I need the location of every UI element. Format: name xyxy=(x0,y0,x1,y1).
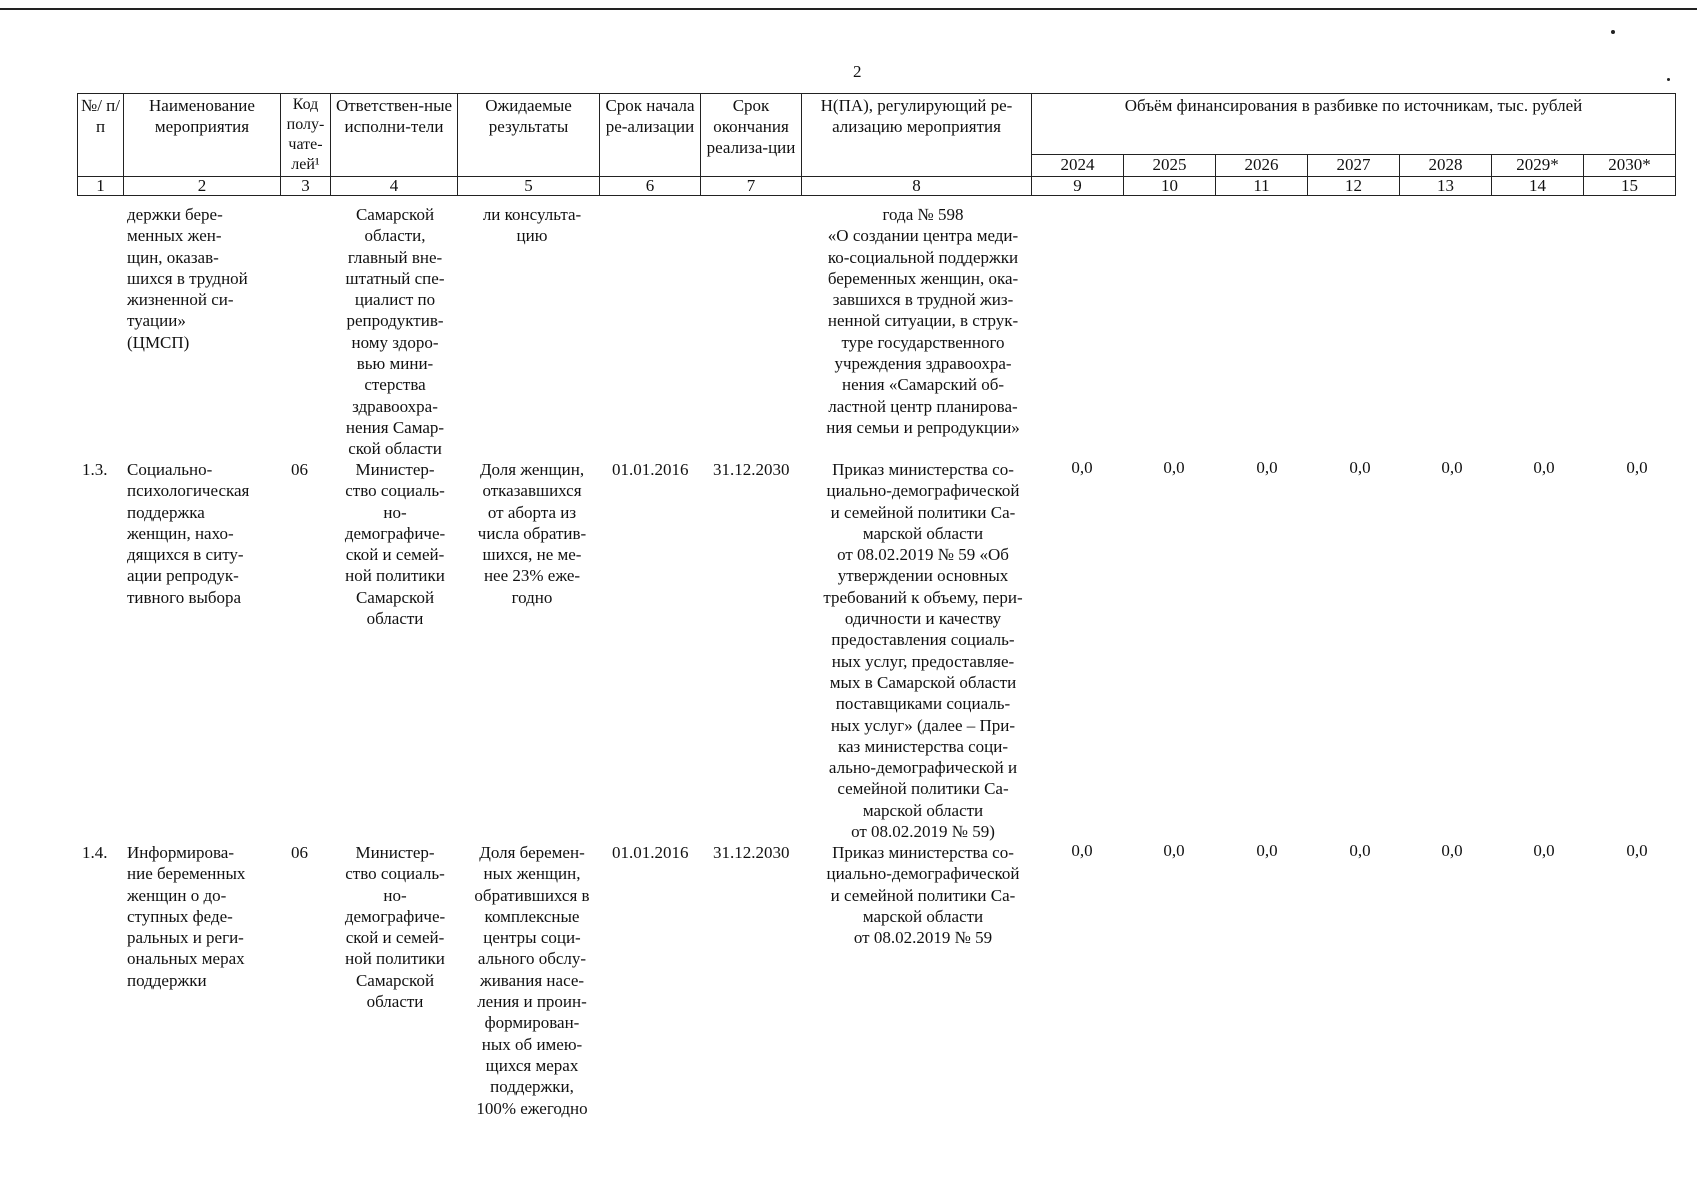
header-name: Наименование мероприятия xyxy=(124,94,281,177)
col-number: 14 xyxy=(1492,177,1584,196)
row-funding-2024: 0,0 xyxy=(1071,458,1093,477)
row-funding-2030: 0,0 xyxy=(1626,458,1648,477)
header-year: 2024 xyxy=(1032,154,1124,176)
row-number: 1.3. xyxy=(82,460,108,479)
row-funding-2026: 0,0 xyxy=(1256,841,1278,860)
row-funding-2025: 0,0 xyxy=(1163,458,1185,477)
page-number: 2 xyxy=(853,62,862,81)
scan-speck xyxy=(1611,30,1615,34)
header-responsible: Ответствен-ные исполни-тели xyxy=(331,94,458,177)
row-code: 06 xyxy=(291,460,308,479)
continuation-results: ли консульта- цию xyxy=(482,205,582,246)
col-number: 6 xyxy=(600,177,701,196)
header-year: 2025 xyxy=(1124,154,1216,176)
col-number: 15 xyxy=(1584,177,1676,196)
header-year: 2030* xyxy=(1584,154,1676,176)
col-number: 9 xyxy=(1032,177,1124,196)
continuation-name: держки бере- менных жен- щин, оказав- шихся в трудной жизненной си- туации» (ЦМСП) xyxy=(127,205,248,352)
header-results: Ожидаемые результаты xyxy=(458,94,600,177)
row-funding-2026: 0,0 xyxy=(1256,458,1278,477)
col-number: 13 xyxy=(1400,177,1492,196)
col-number: 4 xyxy=(331,177,458,196)
header-start: Срок начала ре-ализации xyxy=(600,94,701,177)
row-npa: Приказ министерства со- циально-демографической и семейной политики Са- марской области от 08.02.2019 № 59 xyxy=(826,843,1020,948)
col-number: 2 xyxy=(124,177,281,196)
col-number: 3 xyxy=(281,177,331,196)
col-number: 5 xyxy=(458,177,600,196)
row-funding-2025: 0,0 xyxy=(1163,841,1185,860)
header-year: 2028 xyxy=(1400,154,1492,176)
col-number: 12 xyxy=(1308,177,1400,196)
header-npa: Н(ПА), регулирующий ре-ализацию мероприятия xyxy=(802,94,1032,177)
row-funding-2024: 0,0 xyxy=(1071,841,1093,860)
col-number: 10 xyxy=(1124,177,1216,196)
header-end: Срок окончания реализа-ции xyxy=(701,94,802,177)
row-results: Доля женщин, отказавшихся от аборта из числа обратив- шихся, не ме- нее 23% еже- годно xyxy=(477,460,587,607)
header-year: 2026 xyxy=(1216,154,1308,176)
header-funding: Объём финансирования в разбивке по источникам, тыс. рублей xyxy=(1032,94,1676,155)
header-num: №/ п/п xyxy=(78,94,124,177)
continuation-responsible: Самарской области, главный вне- штатный спе- циалист по репродуктив- ному здоро- вью мини- стерства здравоохра- нения Самар- ской области xyxy=(345,205,445,459)
row-results: Доля беремен- ных женщин, обратившихся в комплексные центры соци- ального обслу- живания насе- ления и проин- формирован- ных об имею- щихся мерах поддержки, 100% ежегодно xyxy=(474,843,590,1118)
header-year: 2027 xyxy=(1308,154,1400,176)
row-funding-2027: 0,0 xyxy=(1349,841,1371,860)
header-year: 2029* xyxy=(1492,154,1584,176)
row-funding-2030: 0,0 xyxy=(1626,841,1648,860)
top-rule xyxy=(0,8,1697,10)
col-number: 1 xyxy=(78,177,124,196)
row-responsible: Министер- ство социаль- но- демографиче- ской и семей- ной политики Самарской области xyxy=(344,460,446,629)
row-end-date: 31.12.2030 xyxy=(713,843,790,862)
col-number: 7 xyxy=(701,177,802,196)
row-funding-2027: 0,0 xyxy=(1349,458,1371,477)
scan-speck xyxy=(1667,78,1670,81)
row-code: 06 xyxy=(291,843,308,862)
table-header xyxy=(77,93,1676,196)
row-number: 1.4. xyxy=(82,843,108,862)
col-number: 8 xyxy=(802,177,1032,196)
row-start-date: 01.01.2016 xyxy=(612,843,689,862)
row-end-date: 31.12.2030 xyxy=(713,460,790,479)
continuation-npa: года № 598 «О создании центра меди- ко-социальной поддержки беременных женщин, ока- завшихся в трудной жиз- ненной ситуации, в струк- туре государственного учреждения здравоохра- нения «Самарский об- ластной центр планирова- ния семьи и репродукции» xyxy=(826,205,1020,437)
row-start-date: 01.01.2016 xyxy=(612,460,689,479)
row-funding-2028: 0,0 xyxy=(1441,458,1463,477)
row-name: Информирова- ние беременных женщин о до- ступных феде- ральных и реги- ональных мерах поддержки xyxy=(127,843,246,990)
row-funding-2029: 0,0 xyxy=(1533,458,1555,477)
row-funding-2029: 0,0 xyxy=(1533,841,1555,860)
row-name: Социально- психологическая поддержка женщин, нахо- дящихся в ситу- ации репродук- тивного выбора xyxy=(127,460,250,607)
row-funding-2028: 0,0 xyxy=(1441,841,1463,860)
row-responsible: Министер- ство социаль- но- демографиче- ской и семей- ной политики Самарской области xyxy=(344,843,446,1012)
row-npa: Приказ министерства со- циально-демографической и семейной политики Са- марской области от 08.02.2019 № 59 «Об утверждении основных требований к объему, пери- одичности и качеству предоставления социаль- ных услуг, предоставляе- мых в Самарской области поставщиками социаль- ных услуг» (далее – При- каз министерства соци- ально-демографической и семейной политики Са- марской области от 08.02.2019 № 59) xyxy=(823,460,1023,842)
col-number: 11 xyxy=(1216,177,1308,196)
header-code: Код полу-чате-лей¹ xyxy=(281,94,331,177)
